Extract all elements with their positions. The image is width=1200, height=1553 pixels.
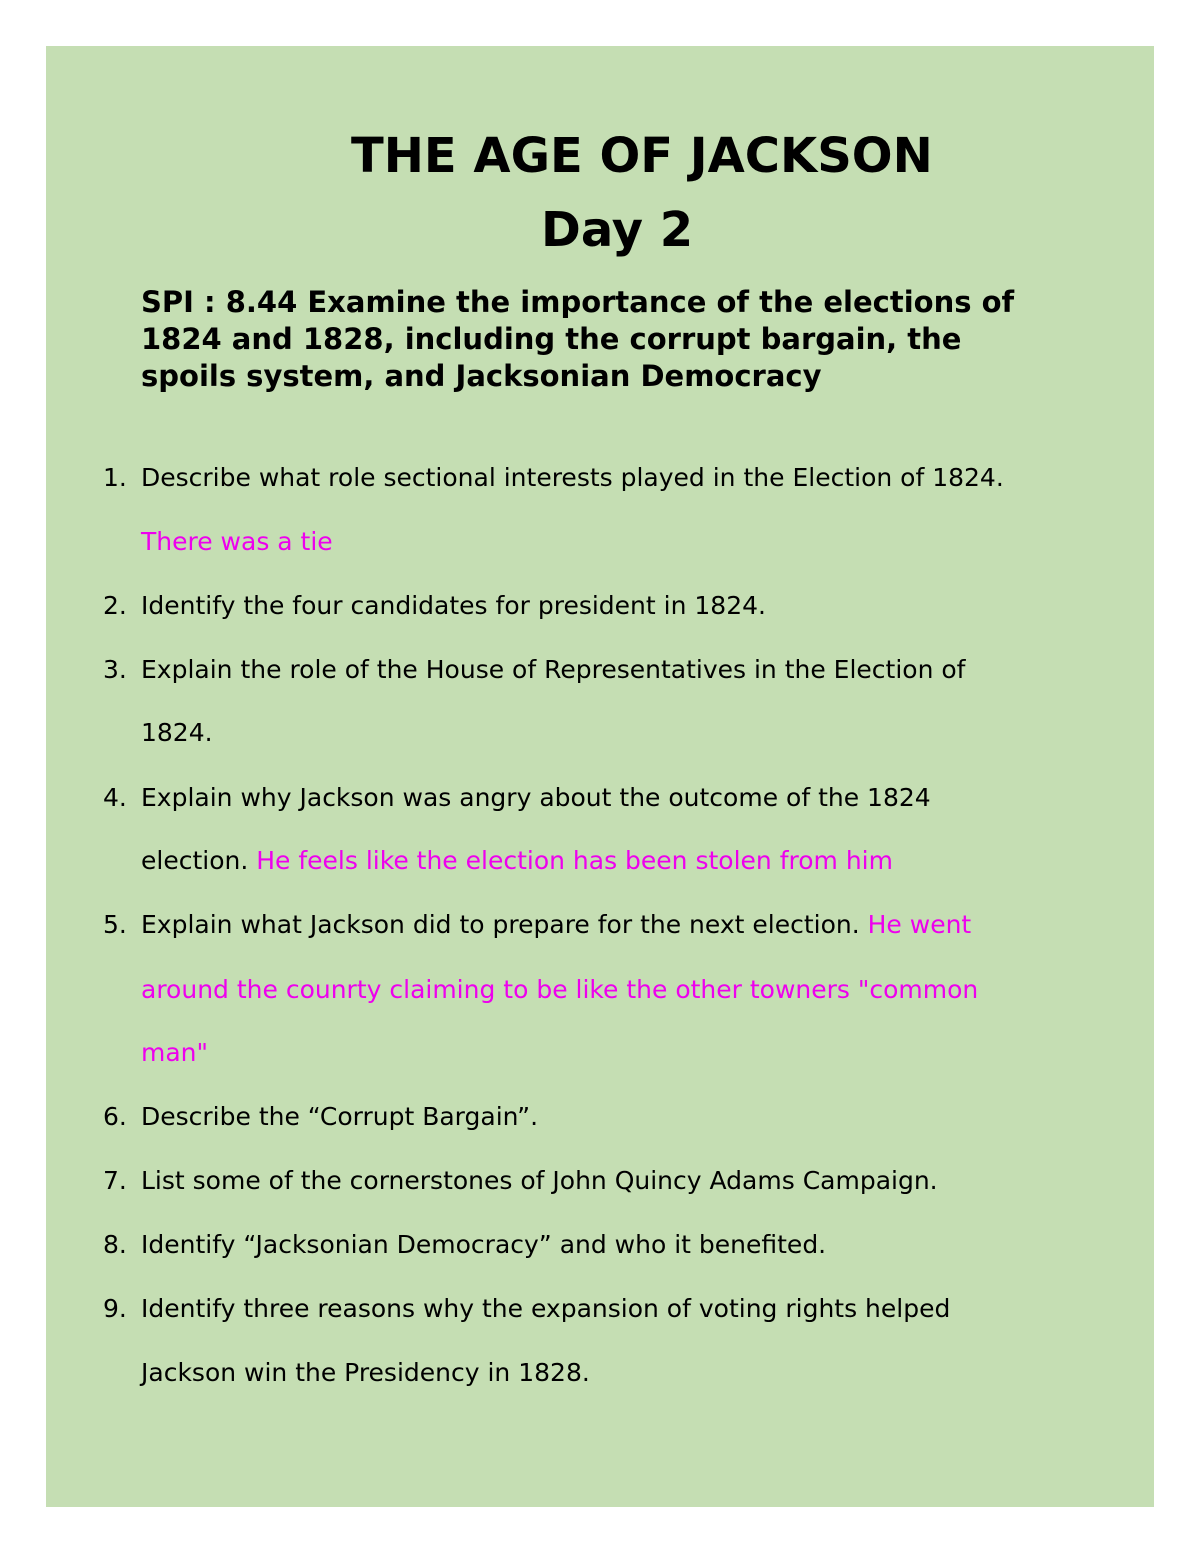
question-text: Jackson win the Presidency in 1828.	[141, 1358, 590, 1387]
question-text: election.	[141, 846, 257, 875]
question-text: Explain the role of the House of Representatives in the Election of	[141, 655, 966, 684]
question-number: 8.	[103, 1230, 127, 1259]
question-text-line	[141, 910, 971, 940]
question-text: Identify “Jacksonian Democracy” and who it benefited.	[141, 1230, 827, 1259]
spi-line: 1824 and 1828, including the corrupt bargain, the	[141, 322, 962, 356]
answer-text: man"	[141, 1038, 209, 1067]
question-number: 3.	[103, 655, 127, 684]
question-text: Identify three reasons why the expansion of voting rights helped	[141, 1294, 951, 1323]
question-number: 9.	[103, 1294, 127, 1323]
question-text: Describe the “Corrupt Bargain”.	[141, 1102, 539, 1131]
page-subtitle: Day 2	[541, 202, 694, 258]
question-text: List some of the cornerstones of John Quincy Adams Campaign.	[141, 1166, 938, 1195]
answer-text: around the counrty claiming to be like the other towners "common	[141, 975, 979, 1004]
question-text: Identify the four candidates for president in 1824.	[141, 591, 766, 620]
question-number: 7.	[103, 1166, 127, 1195]
answer-text: He went	[867, 910, 972, 939]
worksheet-page	[46, 46, 1154, 1507]
question-number: 1.	[103, 463, 127, 492]
spi-line: SPI : 8.44 Examine the importance of the elections of	[141, 285, 1015, 319]
spi-line: spoils system, and Jacksonian Democracy	[141, 359, 822, 393]
question-text: Explain what Jackson did to prepare for the next election.	[141, 910, 868, 939]
spi-standard	[141, 284, 1131, 395]
answer-text: He feels like the election has been stolen from him	[256, 846, 893, 875]
answer-text: There was a tie	[141, 527, 333, 556]
question-number: 6.	[103, 1102, 127, 1131]
question-text: 1824.	[141, 718, 213, 747]
question-number: 2.	[103, 591, 127, 620]
question-text: Describe what role sectional interests played in the Election of 1824.	[141, 463, 1004, 492]
question-number: 4.	[103, 783, 127, 812]
page-title: THE AGE OF JACKSON	[351, 128, 933, 184]
question-text: Explain why Jackson was angry about the outcome of the 1824	[141, 783, 931, 812]
question-text-line	[141, 846, 893, 876]
question-number: 5.	[103, 910, 127, 939]
